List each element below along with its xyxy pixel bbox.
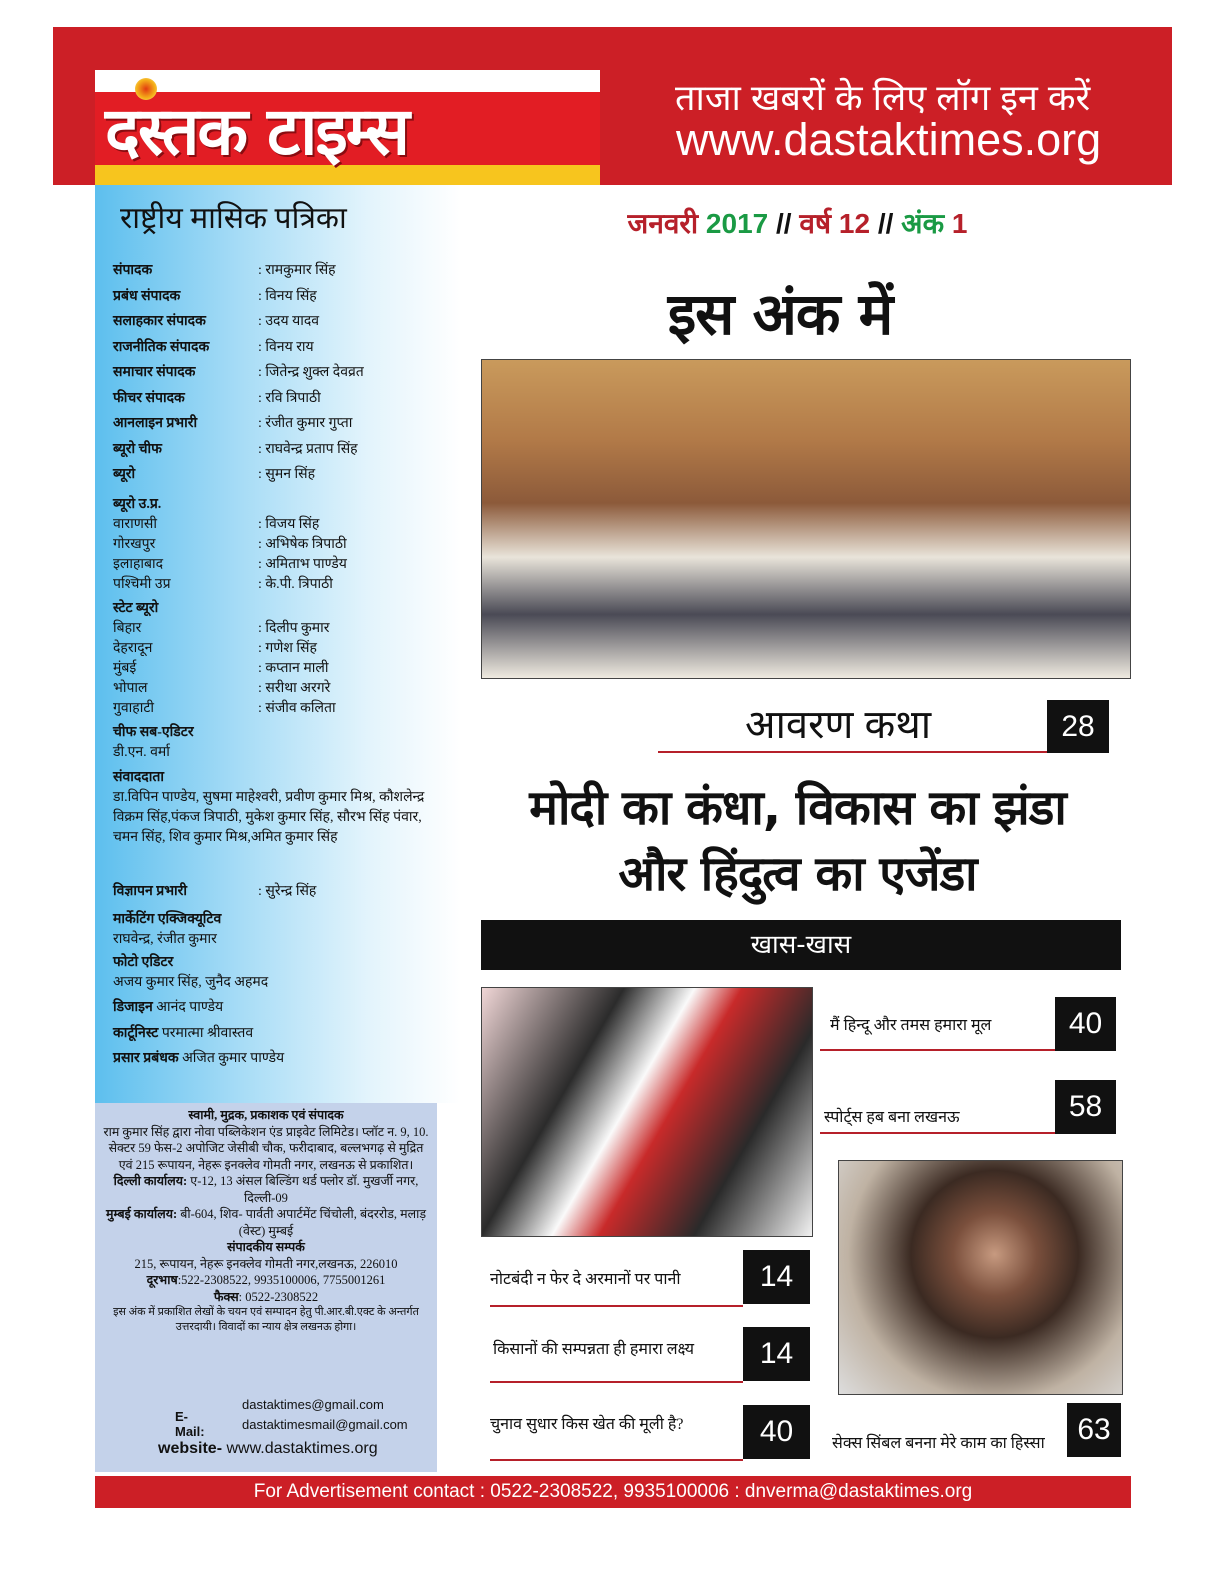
staff-row: [113, 339, 314, 357]
staff-role: ब्यूरो चीफ: [113, 441, 162, 457]
bureau-row: [113, 660, 329, 678]
contents-item-title[interactable]: किसानों की सम्पन्नता ही हमारा लक्ष्य: [493, 1341, 695, 1358]
contents-item-page: 14: [743, 1327, 810, 1381]
role: प्रसार प्रबंधक: [113, 1051, 179, 1066]
bureau-row: [113, 640, 317, 658]
staff-name: : रामकुमार सिंह: [258, 263, 336, 278]
bureau-place: गुवाहाटी: [113, 701, 155, 716]
names: राघवेन्द्र, रंजीत कुमार: [113, 932, 217, 947]
section-heading-text: ब्यूरो उ.प्र.: [113, 497, 162, 512]
varsh-label: वर्ष: [799, 208, 832, 239]
bureau-name: : दिलीप कुमार: [258, 621, 330, 636]
publisher-text: राम कुमार सिंह द्वारा नोवा पब्लिकेशन एंड प्राइवेट लिमिटेड। प्लॉट न. 9, 10. सेक्टर 59 फेस-2 अपोजिट जेसीबी चौक, फरीदाबाद, बल्लभगढ़ से मुद्रित एवं 215 रूपायन, नेहरू इनक्लेव गोमती नगर, लखनऊ से प्रकाशित।: [103, 1124, 429, 1172]
names: अजय कुमार सिंह, जुनैद अहमद: [113, 975, 269, 990]
fax-label: फैक्स: [213, 1289, 239, 1304]
bureau-row: [113, 576, 333, 594]
photo_editor: [113, 954, 173, 972]
actress-photo[interactable]: [838, 1160, 1123, 1395]
staff-role: फीचर संपादक: [113, 390, 185, 406]
role: डिजाइन: [113, 1000, 153, 1015]
bureau-row: [113, 680, 331, 698]
email-label: E-Mail:: [175, 1409, 205, 1439]
contents-item-title[interactable]: नोटबंदी न फेर दे अरमानों पर पानी: [490, 1271, 681, 1288]
bureau-name: : संजीव कलिता: [258, 701, 336, 716]
disclaimer: इस अंक में प्रकाशित लेखों के चयन एवं सम्पादन हेतु पी.आर.बी.एक्ट के अन्तर्गत उत्तरदायी। विवादों का न्याय क्षेत्र लखनऊ होगा।: [113, 1306, 419, 1333]
fax: : 0522-2308522: [238, 1289, 319, 1304]
names: परमात्मा श्रीवास्तव: [161, 1026, 254, 1041]
staff-role: प्रबंध संपादक: [113, 288, 181, 304]
section-heading: [113, 600, 158, 618]
staff-role: सलाहकार संपादक: [113, 314, 206, 329]
delhi-label: दिल्ली कार्यालय:: [113, 1174, 188, 1188]
headline-line: मोदी का कंधा, विकास का झंडा: [529, 780, 1066, 836]
bureau-name: : कप्तान माली: [258, 661, 329, 676]
contents-item-page: 40: [1055, 997, 1116, 1051]
names: डी.एन. वर्मा: [113, 745, 170, 760]
headline-line: और हिंदुत्व का एजेंडा: [618, 846, 977, 902]
contents-item-page: 63: [1067, 1403, 1121, 1457]
contents-item-title[interactable]: मैं हिन्दू और तमस हमारा मूल: [830, 1017, 992, 1034]
mumbai-label: मुम्बई कार्यालय:: [105, 1207, 178, 1221]
staff-row: [113, 466, 316, 484]
bureau-name: : अमिताभ पाण्डेय: [258, 557, 347, 572]
role: फोटो एडिटर: [113, 955, 174, 970]
chief_sub_editor-names: [113, 744, 170, 762]
bureau-place: इलाहाबाद: [113, 557, 164, 572]
staff-row: [113, 415, 353, 433]
correspondents-heading: [113, 769, 164, 787]
divider: [490, 1381, 743, 1383]
bureau-name: : के.पी. त्रिपाठी: [258, 577, 333, 592]
staff-role: संपादक: [113, 263, 153, 278]
section-bar: खास-खास: [481, 920, 1121, 970]
contents-item-title[interactable]: स्पोर्ट्स हब बना लखनऊ: [824, 1109, 960, 1126]
role: विज्ञापन प्रभारी: [113, 884, 188, 899]
publisher-heading: स्वामी, मुद्रक, प्रकाशक एवं संपादक: [188, 1108, 344, 1122]
divider: [490, 1305, 743, 1307]
staff-row: [113, 262, 336, 280]
issue-month: जनवरी: [627, 208, 699, 239]
role: मार्केटिंग एक्जिक्यूटिव: [113, 912, 222, 927]
correspondents-names: डा.विपिन पाण्डेय, सुषमा माहेश्वरी, प्रवीण कुमार मिश्र, कौशलेन्द्र विक्रम सिंह,पंकज त्रिपाठी, मुकेश कुमार सिंह, सौरभ सिंह पंवार, चमन सिंह, शिव कुमार मिश्र,अमित कुमार सिंह: [113, 790, 425, 845]
advertisement-footer: For Advertisement contact : 0522-2308522, 9935100006 : dnverma@dastaktimes.org: [95, 1476, 1131, 1508]
ank-number: 1: [951, 208, 968, 239]
phone: :522-2308522, 9935100006, 7755001261: [177, 1273, 386, 1287]
section-heading-text: स्टेट ब्यूरो: [113, 601, 159, 616]
email-link[interactable]: dastaktimesmail@gmail.com: [242, 1417, 408, 1432]
cover-page-number: 28: [1047, 700, 1109, 753]
names: आनंद पाण्डेय: [156, 1000, 224, 1015]
contents-title: इस अंक में: [667, 280, 893, 348]
separator: //: [870, 208, 902, 239]
photo_editor-names: [113, 974, 268, 992]
bureau-place: मुंबई: [113, 661, 137, 676]
staff-name: : उदय यादव: [258, 314, 320, 329]
circulation: [113, 1050, 284, 1068]
staff-row: [113, 364, 364, 382]
bureau-name: : विजय सिंह: [258, 517, 320, 532]
bureau-row: [113, 536, 347, 554]
bureau-name: : गणेश सिंह: [258, 641, 317, 656]
divider: [820, 1049, 1055, 1051]
staff-name: : राघवेन्द्र प्रताप सिंह: [258, 441, 358, 457]
staff-role: ब्यूरो: [113, 467, 136, 482]
logo-text: दस्तक टाइम्स: [105, 93, 408, 170]
names: अजित कुमार पाण्डेय: [182, 1051, 285, 1066]
bureau-row: [113, 700, 336, 718]
bureau-place: बिहार: [113, 621, 142, 636]
role: संवाददाता: [113, 770, 164, 785]
staff-role: आनलाइन प्रभारी: [113, 416, 198, 431]
staff-role: राजनीतिक संपादक: [113, 339, 210, 355]
cover-story-photo[interactable]: [481, 359, 1131, 679]
mumbai-address: बी-604, शिव- पार्वती अपार्टमेंट चिंचोली, बंदररोड, मलाड़ (वेस्ट) मुम्बई: [180, 1207, 427, 1238]
staff-row: [113, 441, 358, 459]
staff-name: : जितेन्द्र शुक्ल देवव्रत: [258, 365, 364, 380]
staff-name: : विनय राय: [258, 339, 314, 355]
bureau-row: [113, 516, 320, 534]
cartoonist: [113, 1025, 253, 1043]
bureau-row: [113, 556, 347, 574]
design: [113, 999, 223, 1017]
issue-info: [560, 204, 1035, 242]
contact-address: 215, रूपायन, नेहरू इनक्लेव गोमती नगर,लखनऊ, 226010: [134, 1256, 398, 1271]
bureau-row: [113, 620, 330, 638]
chief_sub_editor: [113, 724, 194, 742]
divider: [820, 1132, 1055, 1134]
contact-heading: संपादकीय सम्पर्क: [227, 1240, 305, 1254]
contents-item-page: 58: [1055, 1080, 1116, 1134]
staff-name: : रंजीत कुमार गुप्ता: [258, 416, 353, 431]
ank-label: अंक: [901, 208, 945, 239]
separator: //: [768, 208, 800, 239]
bureau-place: गोरखपुर: [113, 537, 156, 552]
staff-name: : रवि त्रिपाठी: [258, 390, 321, 406]
staff-role: समाचार संपादक: [113, 365, 196, 380]
sidebar-title: राष्ट्रीय मासिक पत्रिका: [120, 202, 347, 235]
website-label: website-: [158, 1440, 223, 1457]
website-link[interactable]: www.dastaktimes.org: [226, 1440, 378, 1457]
cover-story-label: आवरण कथा: [745, 703, 932, 747]
marketing-names: [113, 931, 217, 949]
divider: [490, 1459, 743, 1461]
staff-row: [113, 390, 321, 408]
bureau-place: भोपाल: [113, 681, 148, 696]
contents-item-page: 40: [743, 1405, 810, 1459]
marketing: [113, 911, 221, 929]
bureau-place: वाराणसी: [113, 517, 157, 532]
bureau-name: : सरीथा अरगरे: [258, 681, 331, 696]
bureau-name: : अभिषेक त्रिपाठी: [258, 537, 347, 552]
contents-item-page: 14: [743, 1250, 810, 1304]
logo: [95, 70, 600, 185]
email-link[interactable]: dastaktimes@gmail.com: [242, 1397, 384, 1412]
bureau-place: पश्चिमी उप्र: [113, 577, 171, 592]
staff-row: [113, 288, 317, 306]
contents-item-title[interactable]: चुनाव सुधार किस खेत की मूली है?: [490, 1416, 684, 1433]
website-link[interactable]: www.dastaktimes.org: [676, 114, 1102, 165]
role: कार्टूनिस्ट: [113, 1026, 159, 1041]
politics-photo[interactable]: [481, 987, 813, 1237]
staff-name: : विनय सिंह: [258, 288, 317, 304]
phone-label: दूरभाष: [146, 1273, 178, 1287]
section-heading: [113, 496, 161, 514]
staff-row: [113, 313, 320, 331]
role: चीफ सब-एडिटर: [113, 725, 194, 740]
tagline: ताजा खबरों के लिए लॉग इन करें: [675, 77, 1091, 118]
names: : सुरेन्द्र सिंह: [258, 884, 317, 899]
bureau-place: देहरादून: [113, 641, 153, 656]
ad-incharge: [113, 883, 317, 901]
varsh-number: 12: [838, 208, 871, 239]
cover-headline[interactable]: [470, 775, 1125, 907]
contents-item-title[interactable]: सेक्स सिंबल बनना मेरे काम का हिस्सा: [832, 1435, 1045, 1452]
staff-name: : सुमन सिंह: [258, 467, 316, 482]
delhi-address: ए-12, 13 अंसल बिल्डिंग थर्ड फ्लोर डॉ. मुखर्जी नगर, दिल्ली-09: [190, 1174, 419, 1205]
issue-year: 2017: [705, 208, 769, 239]
